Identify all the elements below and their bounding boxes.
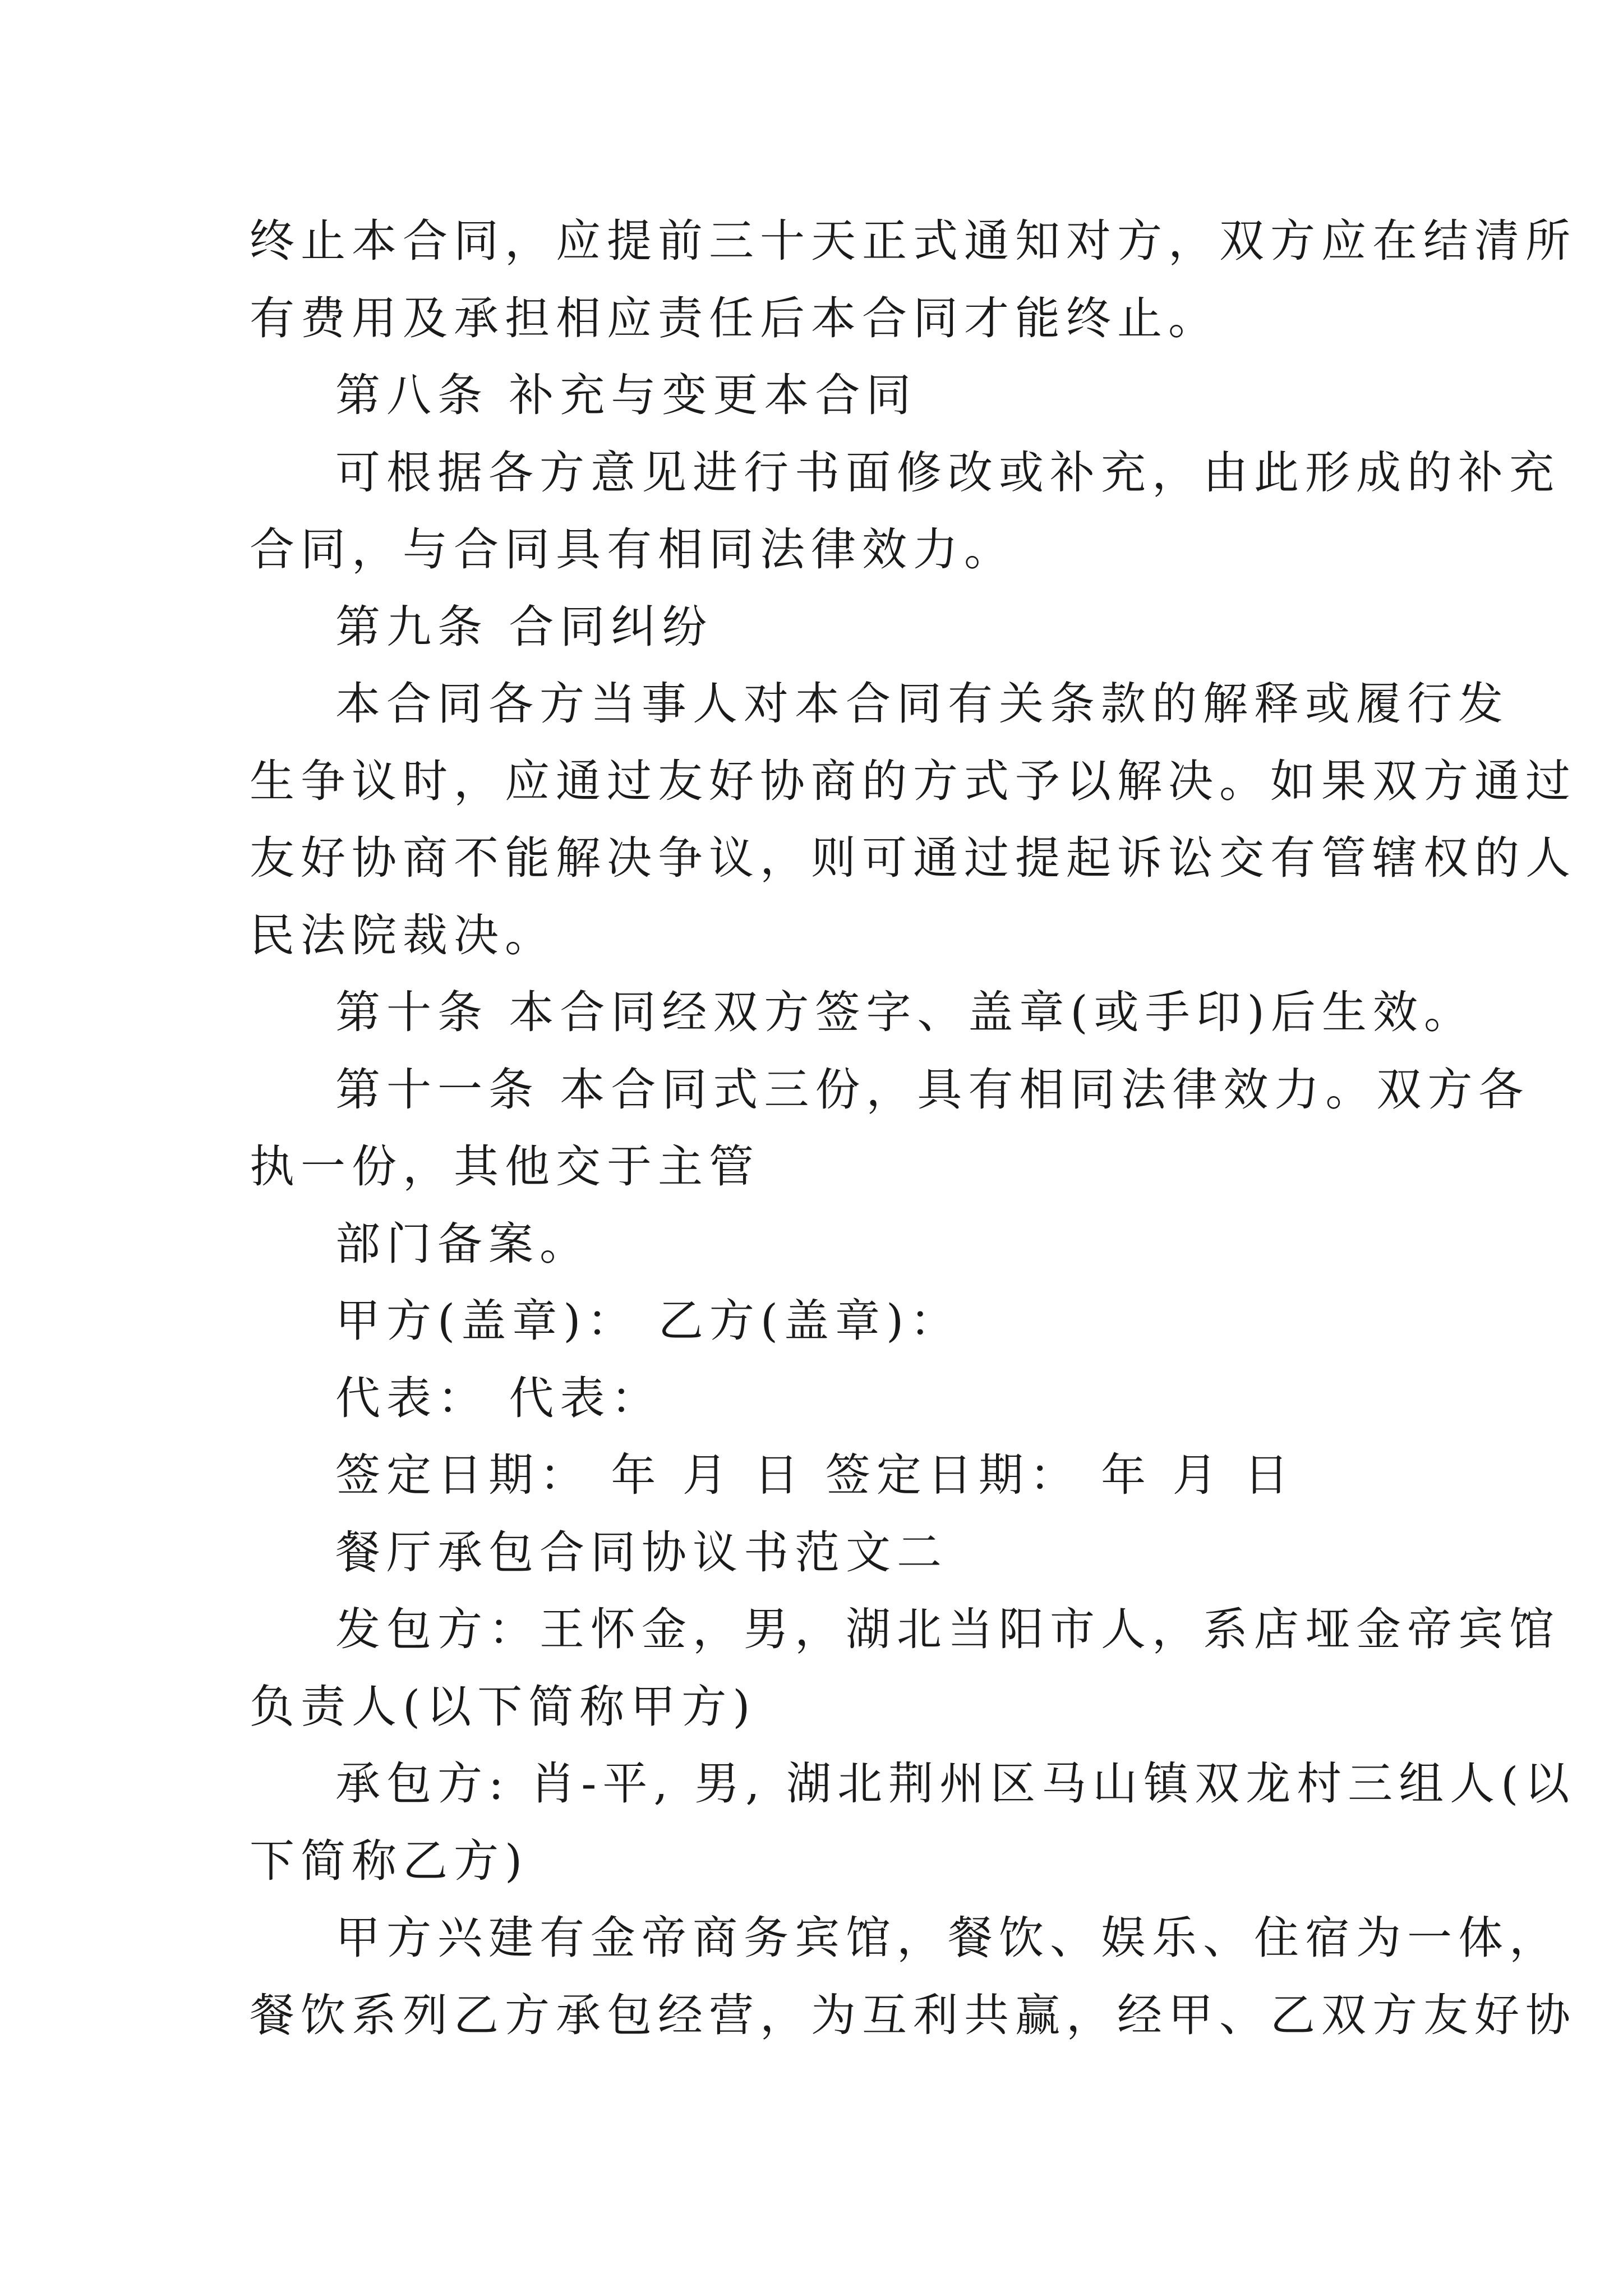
text-line: 本合同各方当事人对本合同有关条款的解释或履行发: [335, 678, 1509, 730]
text-line: 有费用及承担相应责任后本合同才能终止。: [250, 292, 1219, 344]
text-line: 合同，与合同具有相同法律效力。: [250, 523, 1015, 576]
text-line: 甲方兴建有金帝商务宾馆，餐饮、娱乐、住宿为一体，: [335, 1912, 1560, 1964]
article-heading: 第十一条 本合同式三份，具有相同法律效力。双方各: [335, 1064, 1530, 1116]
section-title: 餐厅承包合同协议书范文二: [335, 1526, 948, 1579]
article-heading: 第八条 补充与变更本合同: [335, 369, 917, 421]
party-a-line: 发包方：王怀金，男，湖北当阳市人，系店垭金帝宾馆: [335, 1603, 1560, 1655]
text-line: 负责人(以下简称甲方): [250, 1681, 757, 1733]
text-line: 可根据各方意见进行书面修改或补充，由此形成的补充: [335, 447, 1560, 499]
signature-date-line: 签定日期： 年 月 日 签定日期： 年 月 日: [335, 1449, 1295, 1501]
article-heading: 第九条 合同纠纷: [335, 601, 713, 653]
signature-representative-line: 代表： 代表：: [335, 1372, 662, 1424]
text-line: 民法院裁决。: [250, 909, 556, 961]
text-line: 下简称乙方): [250, 1835, 529, 1887]
text-line: 部门备案。: [335, 1218, 591, 1270]
article-heading: 第十条 本合同经双方签字、盖章(或手印)后生效。: [335, 986, 1475, 1038]
text-line: 友好协商不能解决争议，则可通过提起诉讼交有管辖权的人: [250, 832, 1576, 884]
text-line: 生争议时，应通过友好协商的方式予以解决。如果双方通过: [250, 755, 1576, 807]
text-line: 执一份，其他交于主管: [250, 1140, 760, 1193]
signature-party-line: 甲方(盖章)： 乙方(盖章)：: [335, 1295, 961, 1347]
text-line: 餐饮系列乙方承包经营，为互利共赢，经甲、乙双方友好协: [250, 1989, 1576, 2041]
party-b-line: 承包方: 肖-平, 男, 湖北荆州区马山镇双龙村三组人(以: [335, 1757, 1576, 1810]
text-line: 终止本合同，应提前三十天正式通知对方，双方应在结清所: [250, 215, 1576, 267]
